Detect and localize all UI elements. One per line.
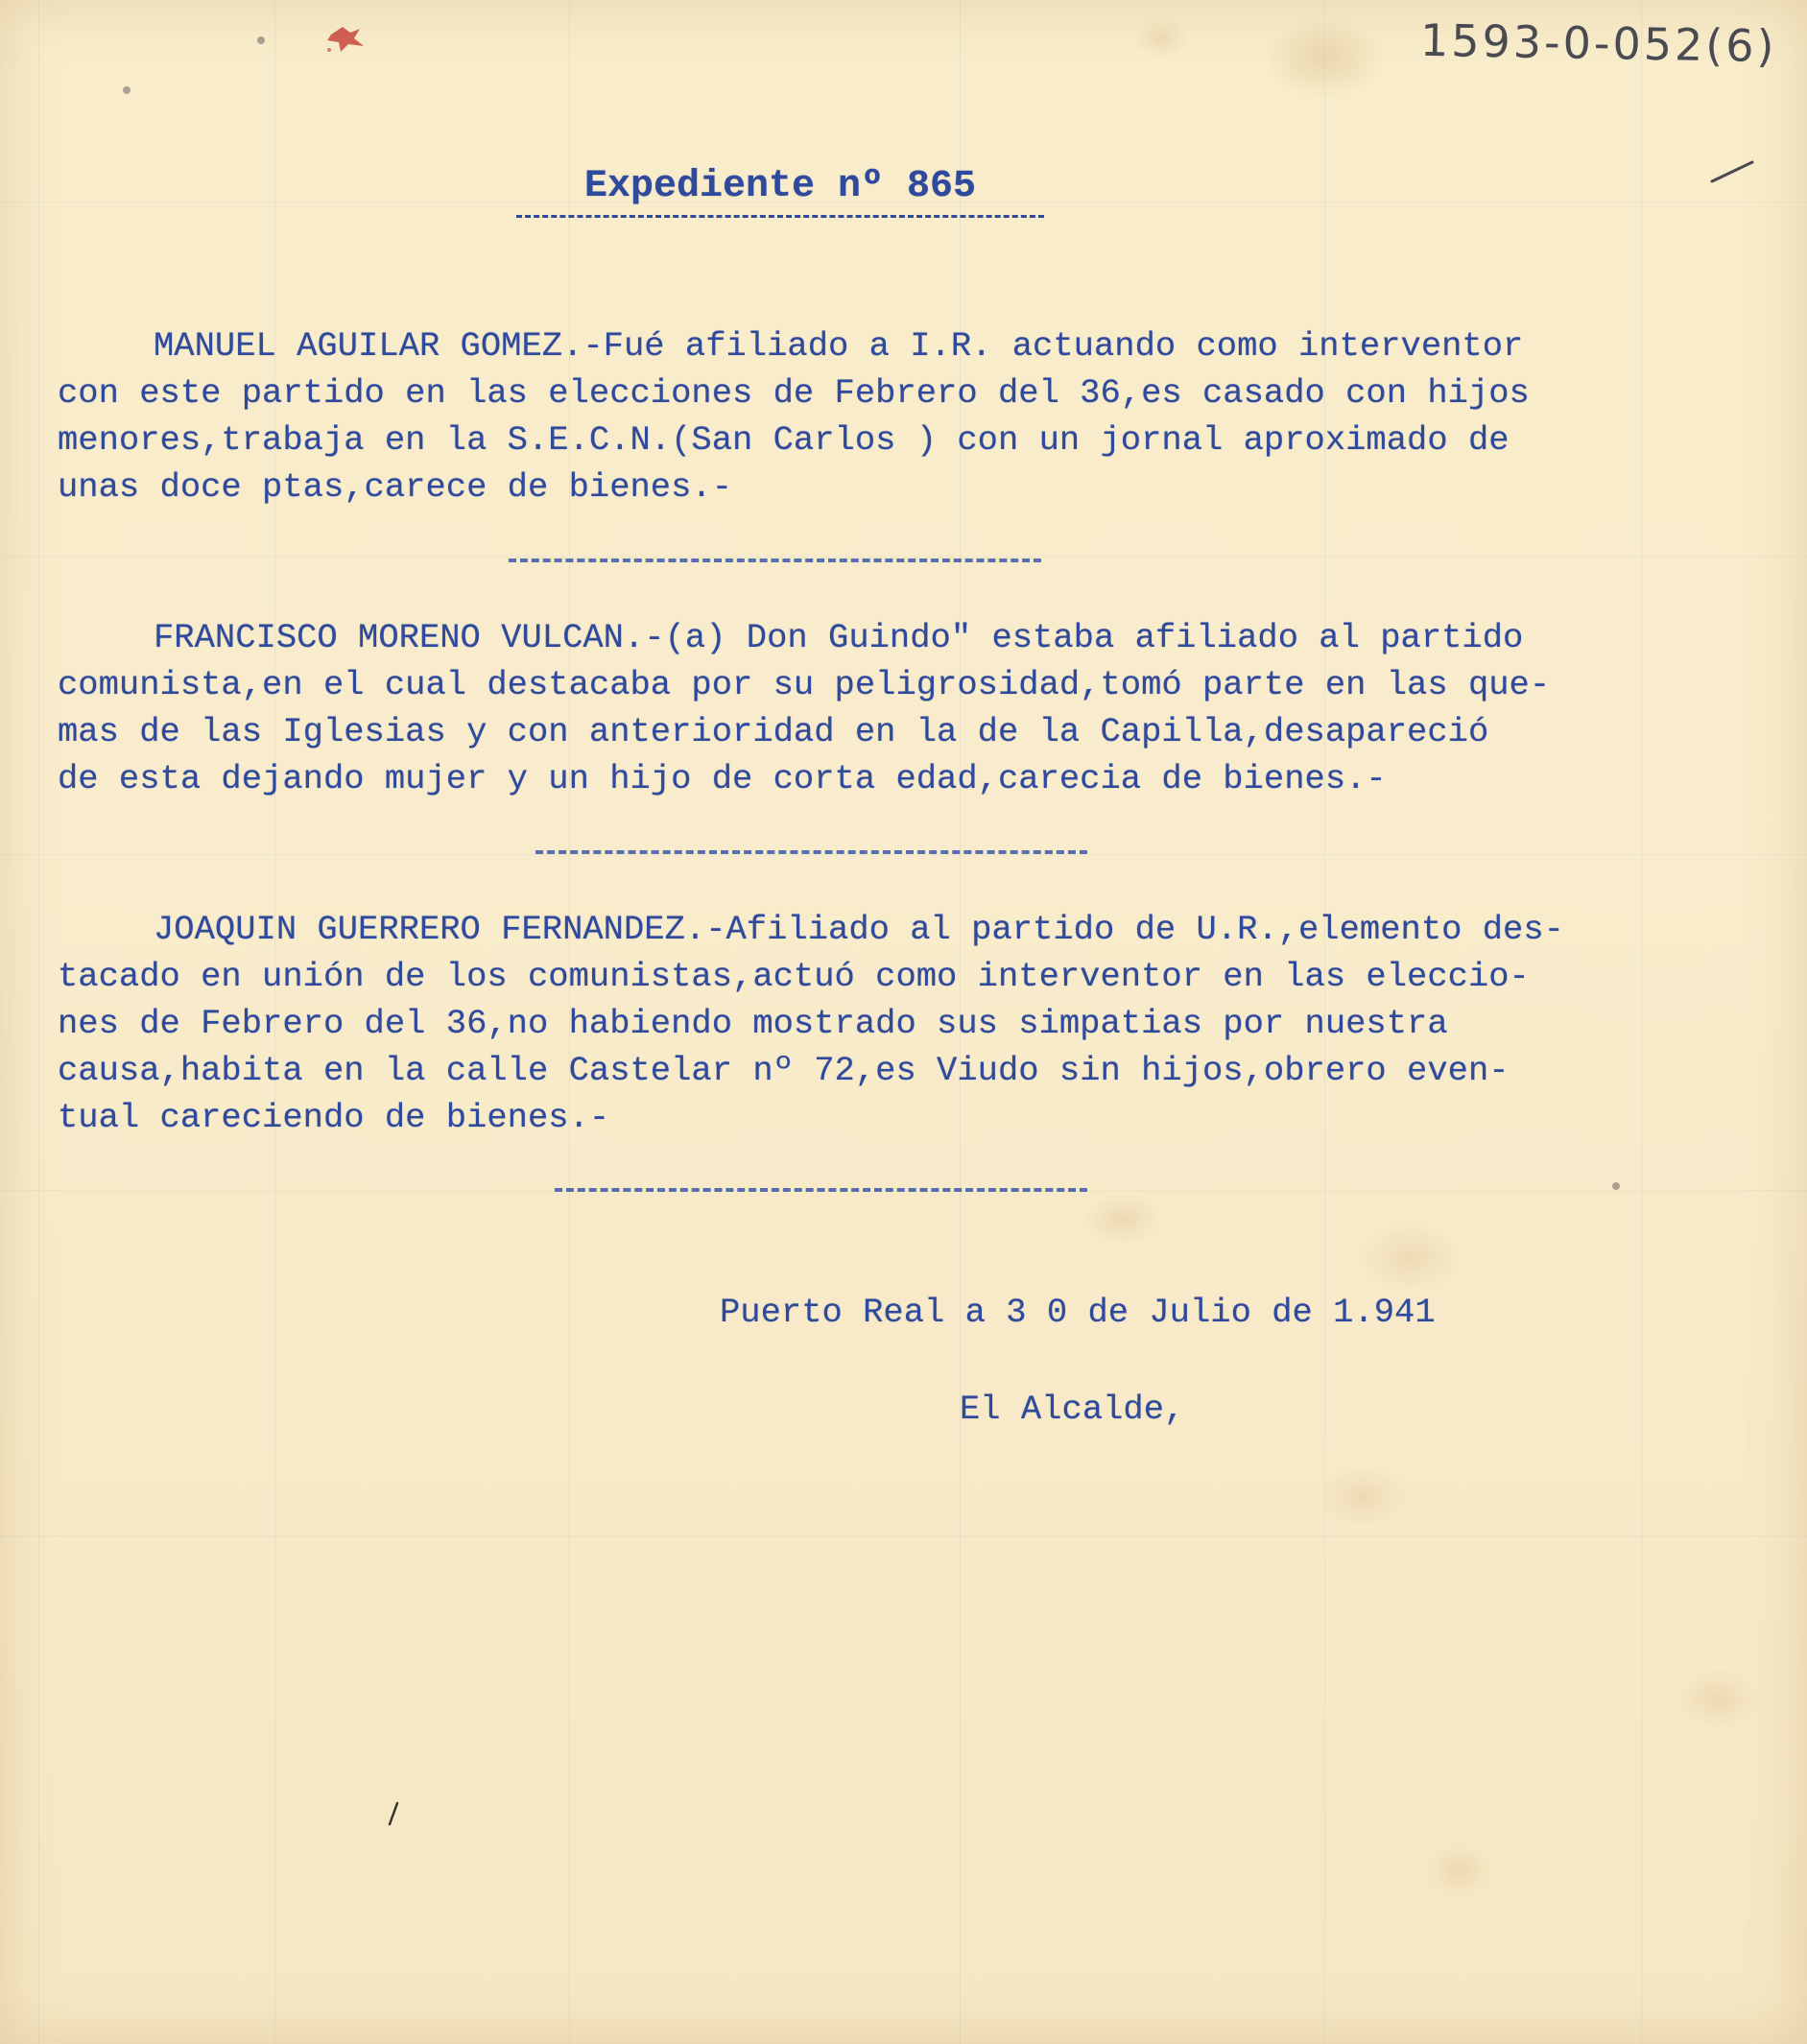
entry-line: nes de Febrero del 36,no habiendo mostrado sus simpatias por nuestra <box>58 1004 1448 1043</box>
ruling-line <box>0 557 1807 558</box>
entry-line: FRANCISCO MORENO VULCAN.-(a) Don Guindo" estaba afiliado al partido <box>154 618 1524 657</box>
entry-line: JOAQUIN GUERRERO FERNANDEZ.-Afiliado al partido de U.R.,elemento des- <box>154 910 1564 949</box>
entry-line: comunista,en el cual destacaba por su peligrosidad,tomó parte en las que- <box>58 665 1551 704</box>
ruling-line <box>0 854 1807 855</box>
entry-line: tual careciendo de bienes.- <box>58 1098 610 1137</box>
signature-title: El Alcalde, <box>960 1390 1185 1429</box>
place-date: Puerto Real a 3 0 de Julio de 1.941 <box>720 1293 1436 1332</box>
pencil-stroke-mark <box>384 1799 403 1828</box>
ruling-line <box>0 1535 1807 1536</box>
entry-line: menores,trabaja en la S.E.C.N.(San Carlos ) con un jornal aproximado de <box>58 420 1510 460</box>
paper-speck <box>123 86 131 94</box>
red-ink-blot <box>321 17 369 56</box>
paper-speck <box>257 36 265 44</box>
entry-line: de esta dejando mujer y un hijo de corta edad,carecia de bienes.- <box>58 759 1387 798</box>
separator-line <box>555 1188 1087 1192</box>
pencil-tick-mark <box>1708 158 1756 187</box>
entry-line: unas doce ptas,carece de bienes.- <box>58 467 733 507</box>
separator-line <box>509 559 1041 562</box>
paper-speck <box>1612 1182 1620 1190</box>
entry-line: mas de las Iglesias y con anterioridad en la de la Capilla,desapareció <box>58 712 1489 751</box>
document-title: Expediente nº 865 <box>583 165 977 208</box>
entry-manuel-aguilar <box>58 322 1775 511</box>
archive-number: 1593-0-052(6) <box>1419 13 1777 73</box>
entry-francisco-moreno <box>58 614 1775 802</box>
ruling-line <box>38 0 39 2044</box>
separator-line <box>535 850 1087 854</box>
entry-line: tacado en unión de los comunistas,actuó como interventor en las eleccio- <box>58 957 1530 996</box>
entry-joaquin-guerrero <box>58 906 1775 1141</box>
entry-line: con este partido en las elecciones de Febrero del 36,es casado con hijos <box>58 373 1530 413</box>
title-underline <box>516 215 1044 218</box>
entry-line: MANUEL AGUILAR GOMEZ.-Fué afiliado a I.R. actuando como interventor <box>154 326 1524 366</box>
entry-line: causa,habita en la calle Castelar nº 72,es Viudo sin hijos,obrero even- <box>58 1051 1510 1090</box>
